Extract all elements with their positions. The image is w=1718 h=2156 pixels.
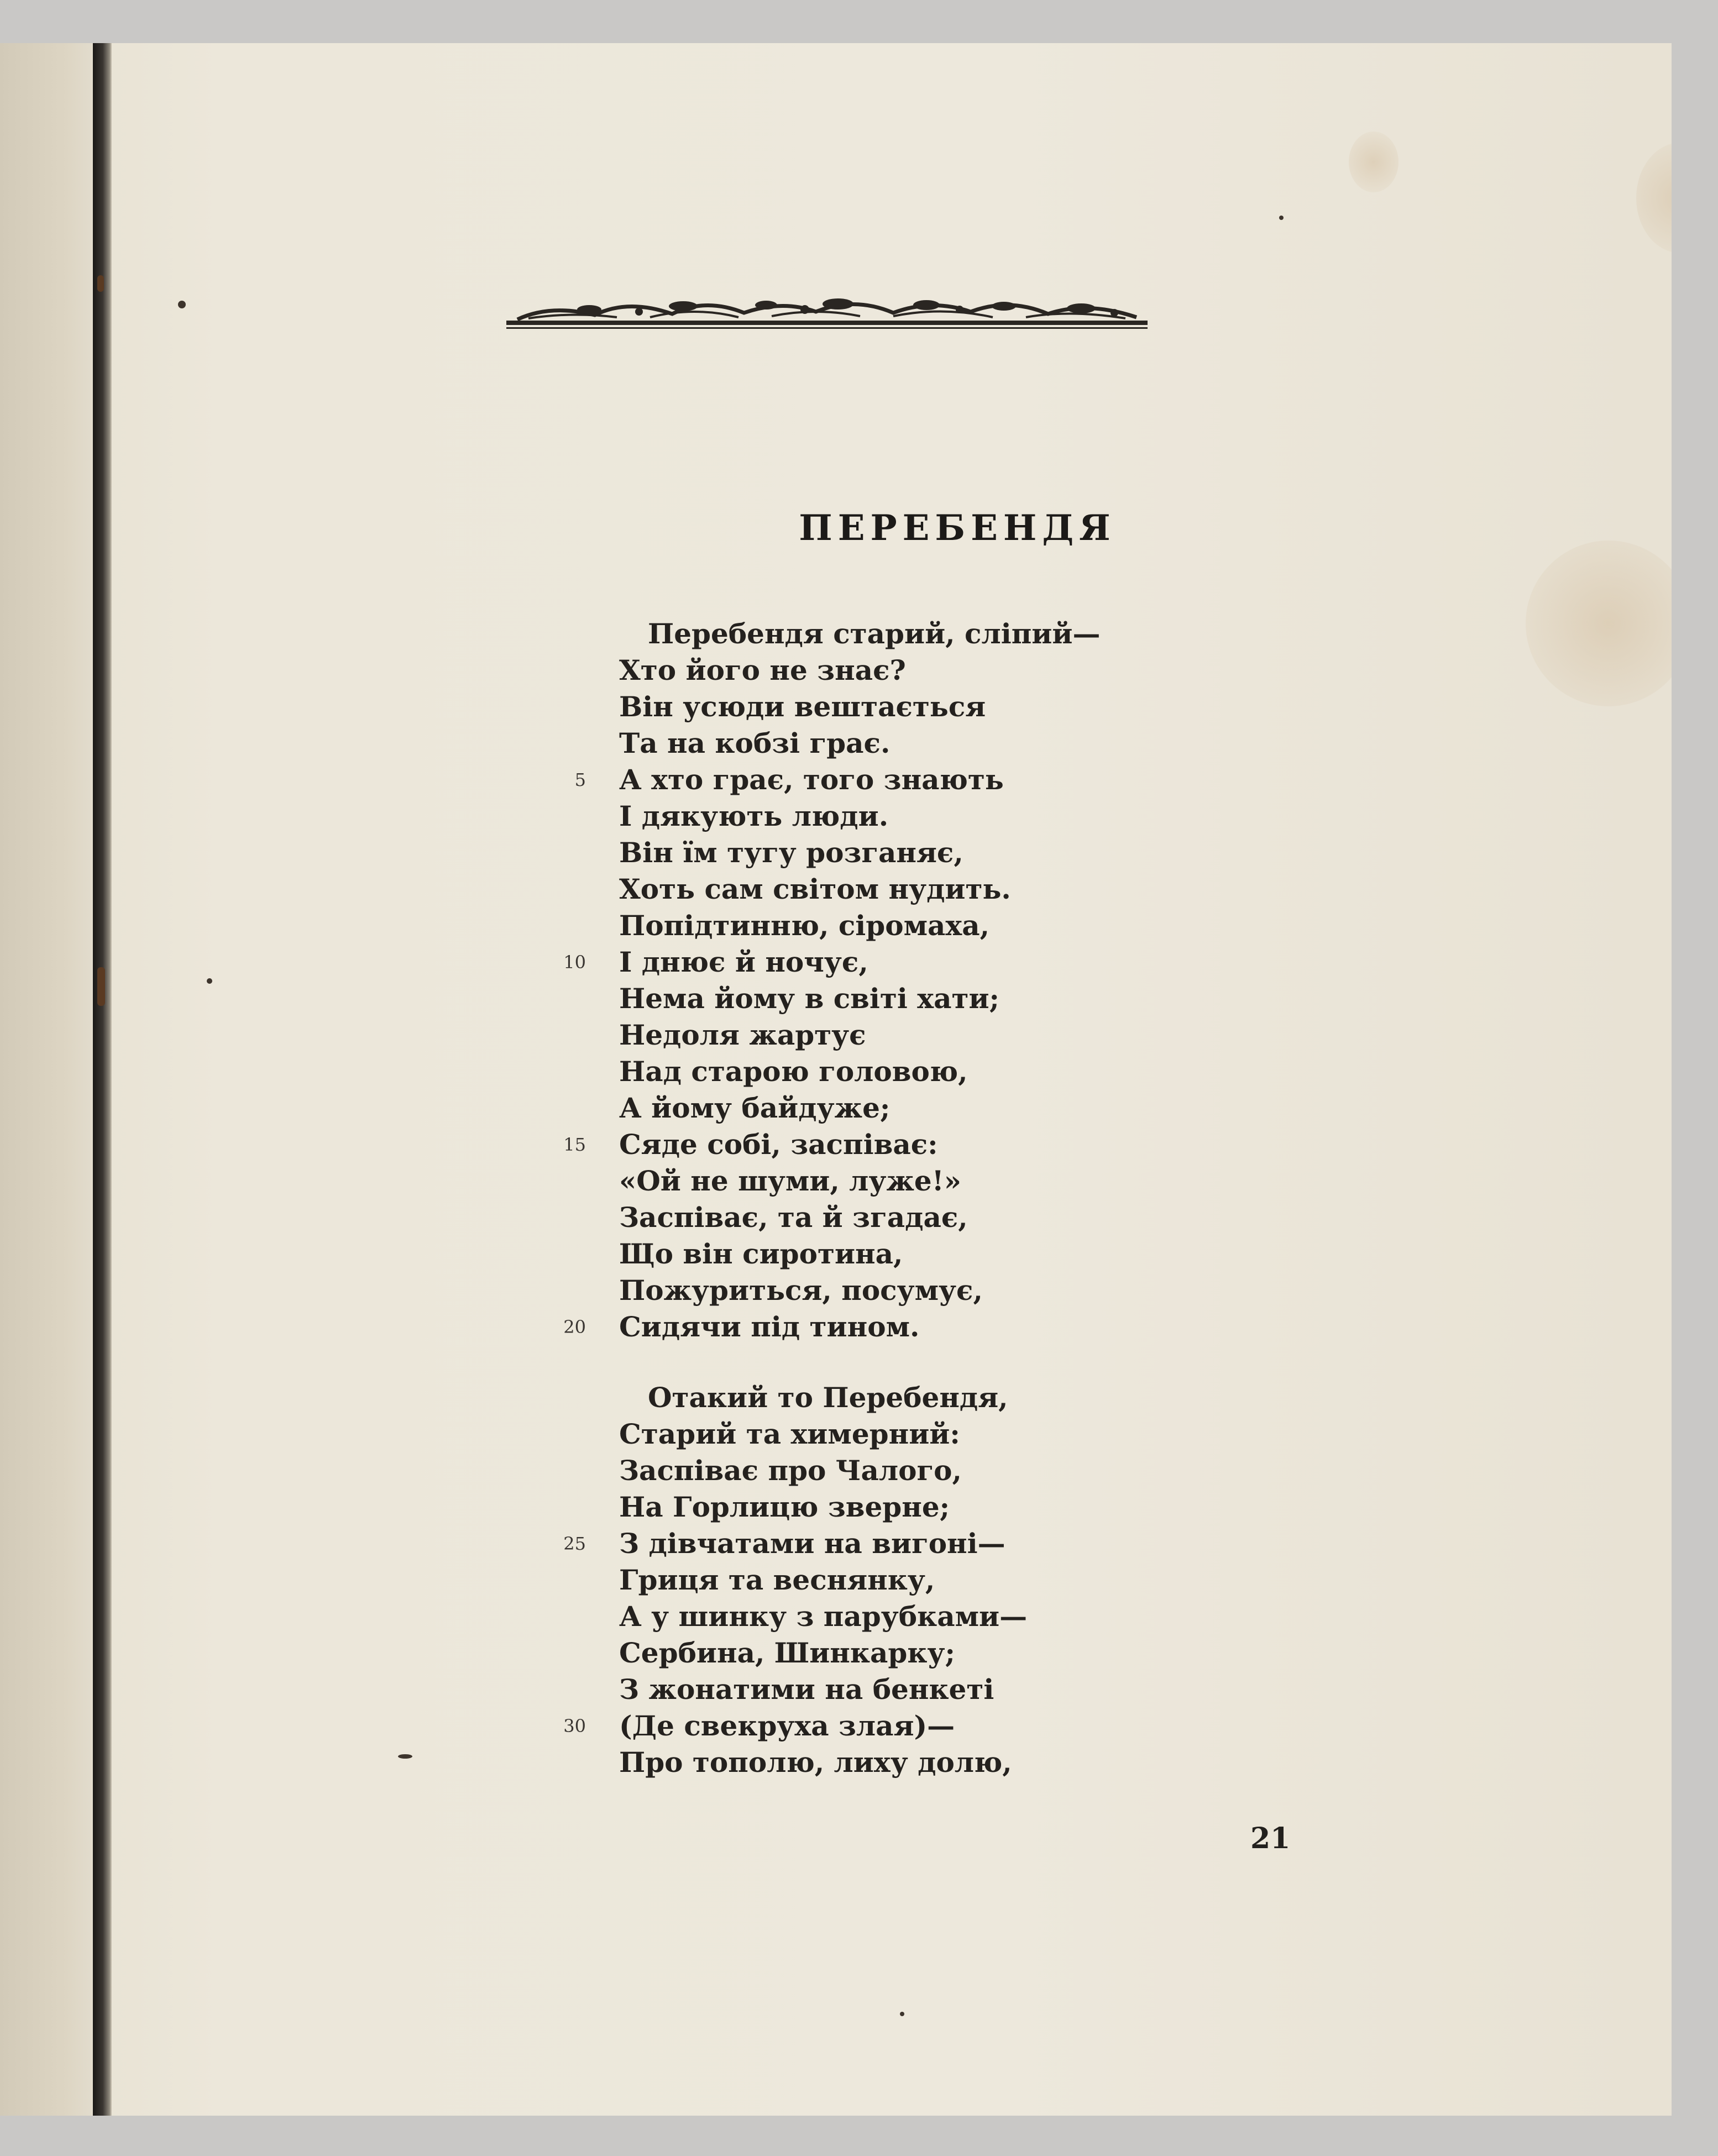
poem-line: І дякують люди. — [619, 800, 889, 832]
poem-line: З жонатими на бенкеті — [619, 1673, 994, 1706]
poem-line: Недоля жартує — [619, 1019, 866, 1051]
line-number: 10 — [563, 952, 586, 973]
poem-title — [0, 507, 1672, 549]
poem-line: Заспіває, та й згадає, — [619, 1201, 968, 1234]
poem-line: І днює й ночує, — [619, 946, 868, 978]
paper-stain — [1526, 541, 1672, 706]
paper-speck — [178, 301, 186, 308]
poem-line: З дівчатами на вигоні— — [619, 1527, 1005, 1560]
poem-line: Нема йому в світі хати; — [619, 982, 1000, 1015]
poem-line: Сяде собі, заспіває: — [619, 1128, 938, 1161]
paper-stain — [1636, 143, 1672, 253]
line-number: 25 — [563, 1533, 586, 1554]
poem-line: (Де свекруха злая)— — [619, 1709, 955, 1742]
poem-line: Заспіває про Чалого, — [619, 1454, 962, 1487]
poem-line: Він усюди вештається — [619, 690, 986, 723]
poem-line: Та на кобзі грає. — [619, 727, 891, 759]
line-number: 5 — [574, 769, 586, 790]
line-number: 15 — [563, 1134, 586, 1155]
poem-line: Він їм тугу розганяє, — [619, 836, 963, 869]
poem-title-text: ПЕРЕБЕНДЯ — [799, 507, 1116, 549]
poem-line: Над старою головою, — [619, 1055, 968, 1088]
poem-line: Хоть сам світом нудить. — [619, 873, 1011, 905]
poem-line: А йому байдуже; — [619, 1092, 891, 1124]
line-number: 20 — [563, 1316, 586, 1337]
poem-line: Сидячи під тином. — [619, 1310, 920, 1343]
decorative-ornament — [506, 293, 1148, 333]
line-number: 30 — [563, 1716, 586, 1737]
poem-line: Про тополю, лиху долю, — [619, 1746, 1012, 1779]
poem-line: А у шинку з парубками— — [619, 1600, 1028, 1633]
poem-line: Гриця та веснянку, — [619, 1564, 935, 1596]
paper-speck — [398, 1754, 412, 1759]
paper-speck — [97, 275, 104, 292]
paper-speck — [97, 967, 105, 1006]
poem-line: Отакий то Перебендя, — [648, 1381, 1008, 1414]
facing-page-edge — [0, 43, 93, 2116]
poem-line: На Горлицю зверне; — [619, 1491, 950, 1523]
book-page — [0, 43, 1672, 2116]
page-number: 21 — [1250, 1822, 1291, 1855]
poem-line: Хто його не знає? — [619, 654, 906, 686]
paper-speck — [1279, 216, 1284, 220]
poem-line: Сербина, Шинкарку; — [619, 1636, 955, 1669]
paper-speck — [900, 2012, 904, 2016]
poem-line: Перебендя старий, сліпий— — [648, 617, 1101, 650]
poem-line: «Ой не шуми, луже!» — [619, 1164, 961, 1197]
paper-stain — [1349, 132, 1399, 192]
poem-line: Старий та химерний: — [619, 1418, 960, 1450]
book-spine — [93, 43, 112, 2116]
poem-line: Пожуриться, посумує, — [619, 1274, 983, 1307]
poem-line: Попідтинню, сіромаха, — [619, 909, 990, 942]
poem-line: А хто грає, того знають — [619, 763, 1004, 796]
poem-line: Що він сиротина, — [619, 1237, 903, 1270]
paper-speck — [207, 978, 212, 984]
